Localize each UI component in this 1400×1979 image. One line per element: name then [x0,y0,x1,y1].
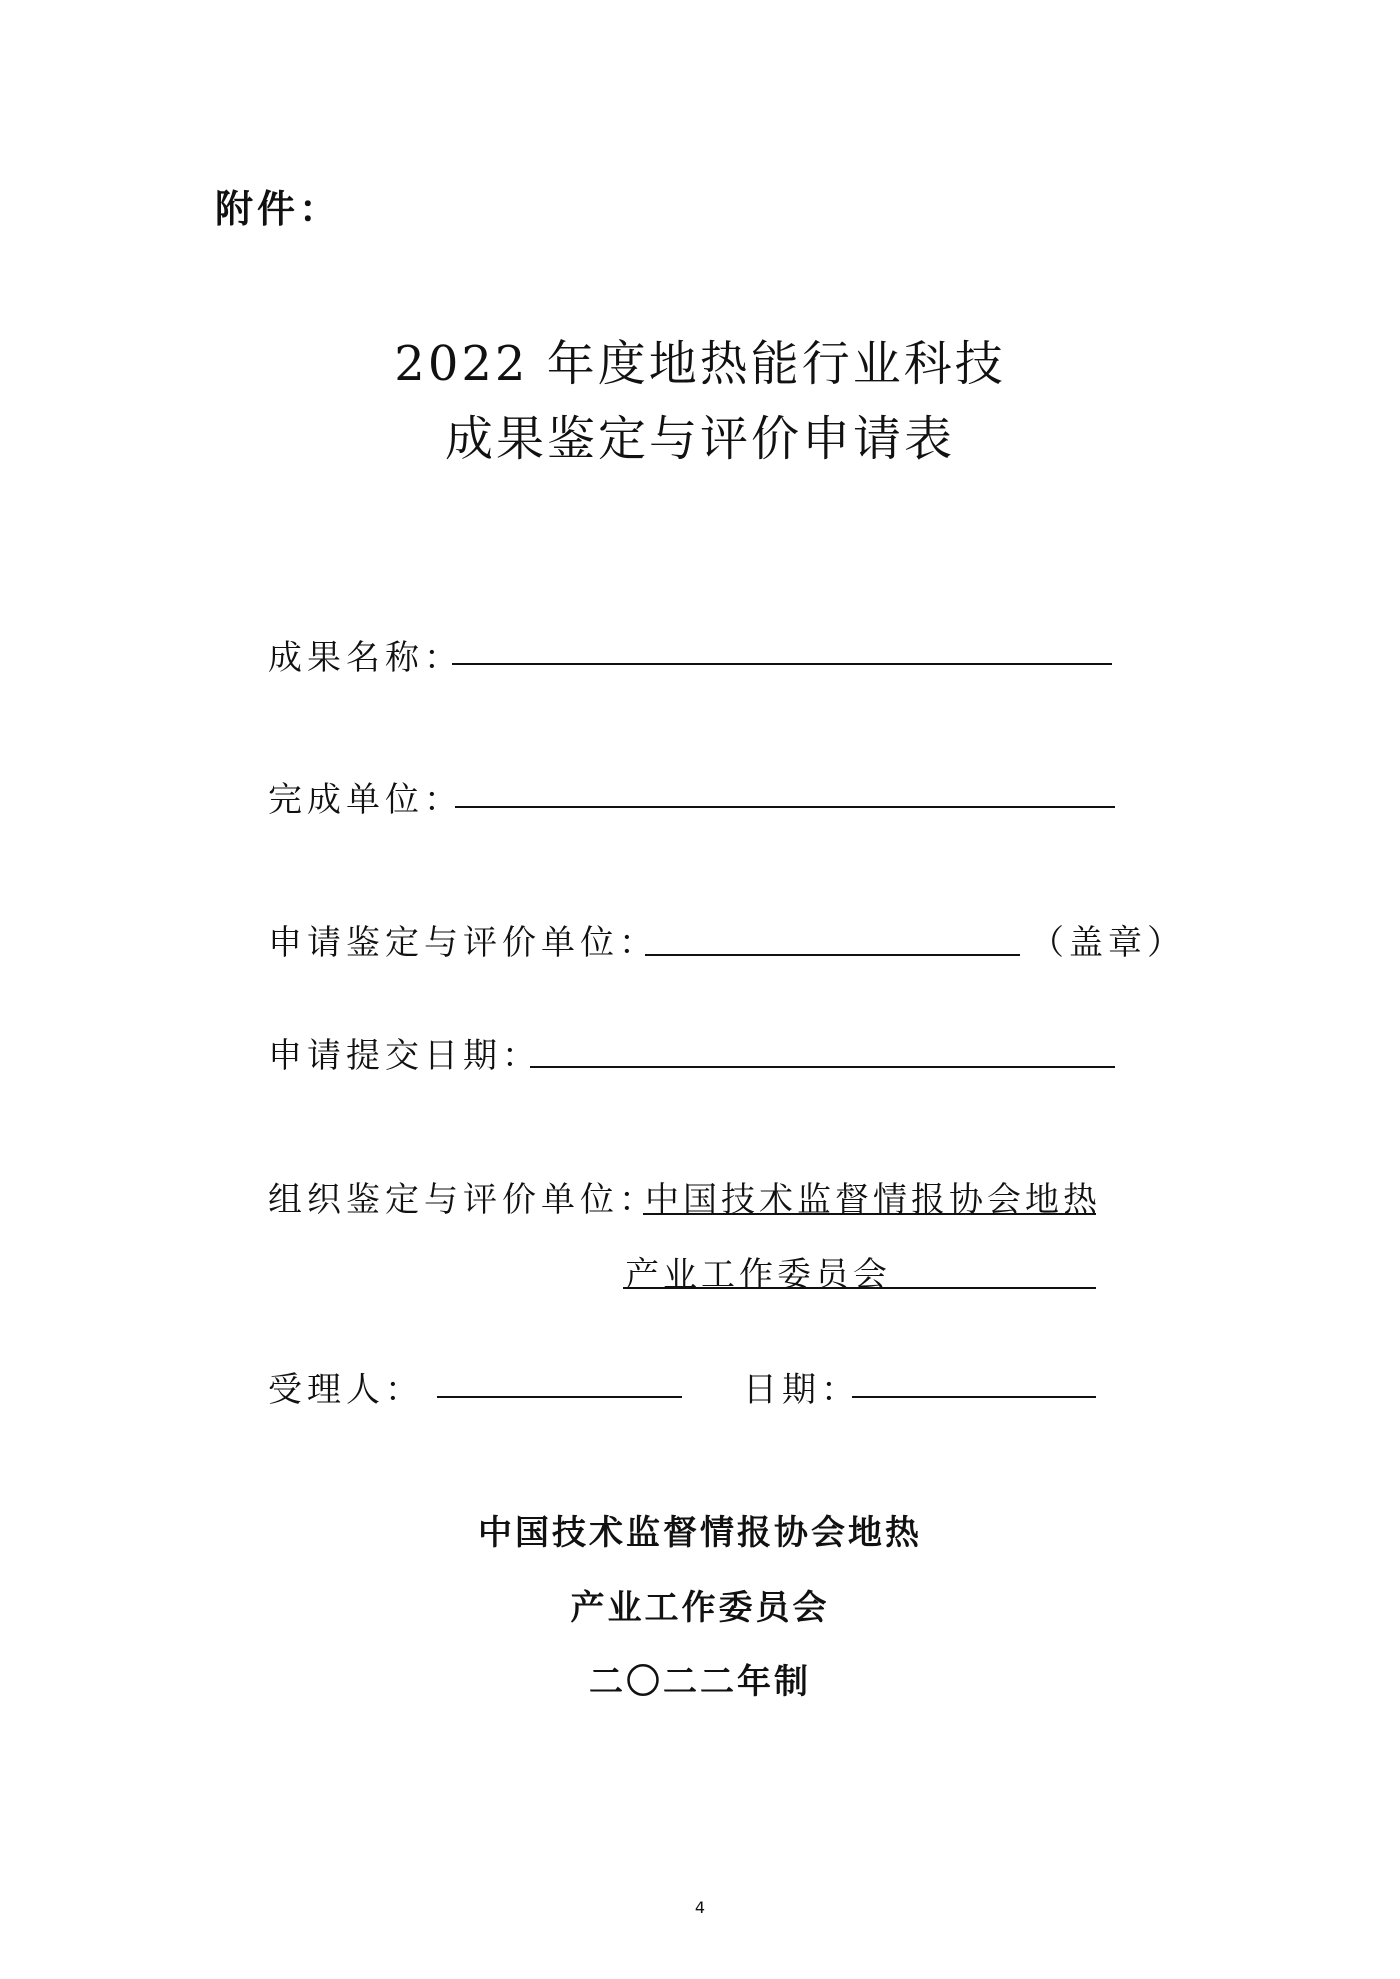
organizing-unit-value-line-2: 产业工作委员会 [625,1255,891,1295]
page-number: 4 [694,1898,706,1917]
footer-org-line-2: 产业工作委员会 [570,1588,830,1628]
footer-made-year: 二〇二二年制 [589,1662,811,1702]
applying-unit-blank[interactable] [645,954,1020,956]
applying-unit-label: 申请鉴定与评价单位： [268,923,658,963]
attachment-label: 附件： [215,187,342,231]
achievement-name-label: 成果名称： [268,638,463,678]
form-title-line-1: 2022 年度地热能行业科技 [394,336,1006,392]
achievement-name-blank[interactable] [452,663,1112,665]
submit-date-blank[interactable] [530,1066,1115,1068]
completing-unit-label: 完成单位： [268,780,463,820]
date-label: 日期： [743,1370,860,1410]
completing-unit-blank[interactable] [455,806,1115,808]
organizing-unit-label: 组织鉴定与评价单位： [268,1180,658,1220]
form-title-line-2: 成果鉴定与评价申请表 [444,411,955,467]
seal-note: （盖章） [1030,923,1186,963]
organizing-unit-underline-2 [623,1287,1096,1289]
submit-date-label: 申请提交日期： [268,1036,541,1076]
receiver-blank[interactable] [437,1396,682,1398]
organizing-unit-value-line-1: 中国技术监督情报协会地热 [645,1180,1101,1220]
footer-org-line-1: 中国技术监督情报协会地热 [478,1513,922,1553]
receiver-label: 受理人： [268,1370,424,1410]
organizing-unit-underline-1 [643,1213,1096,1215]
date-blank[interactable] [852,1396,1096,1398]
